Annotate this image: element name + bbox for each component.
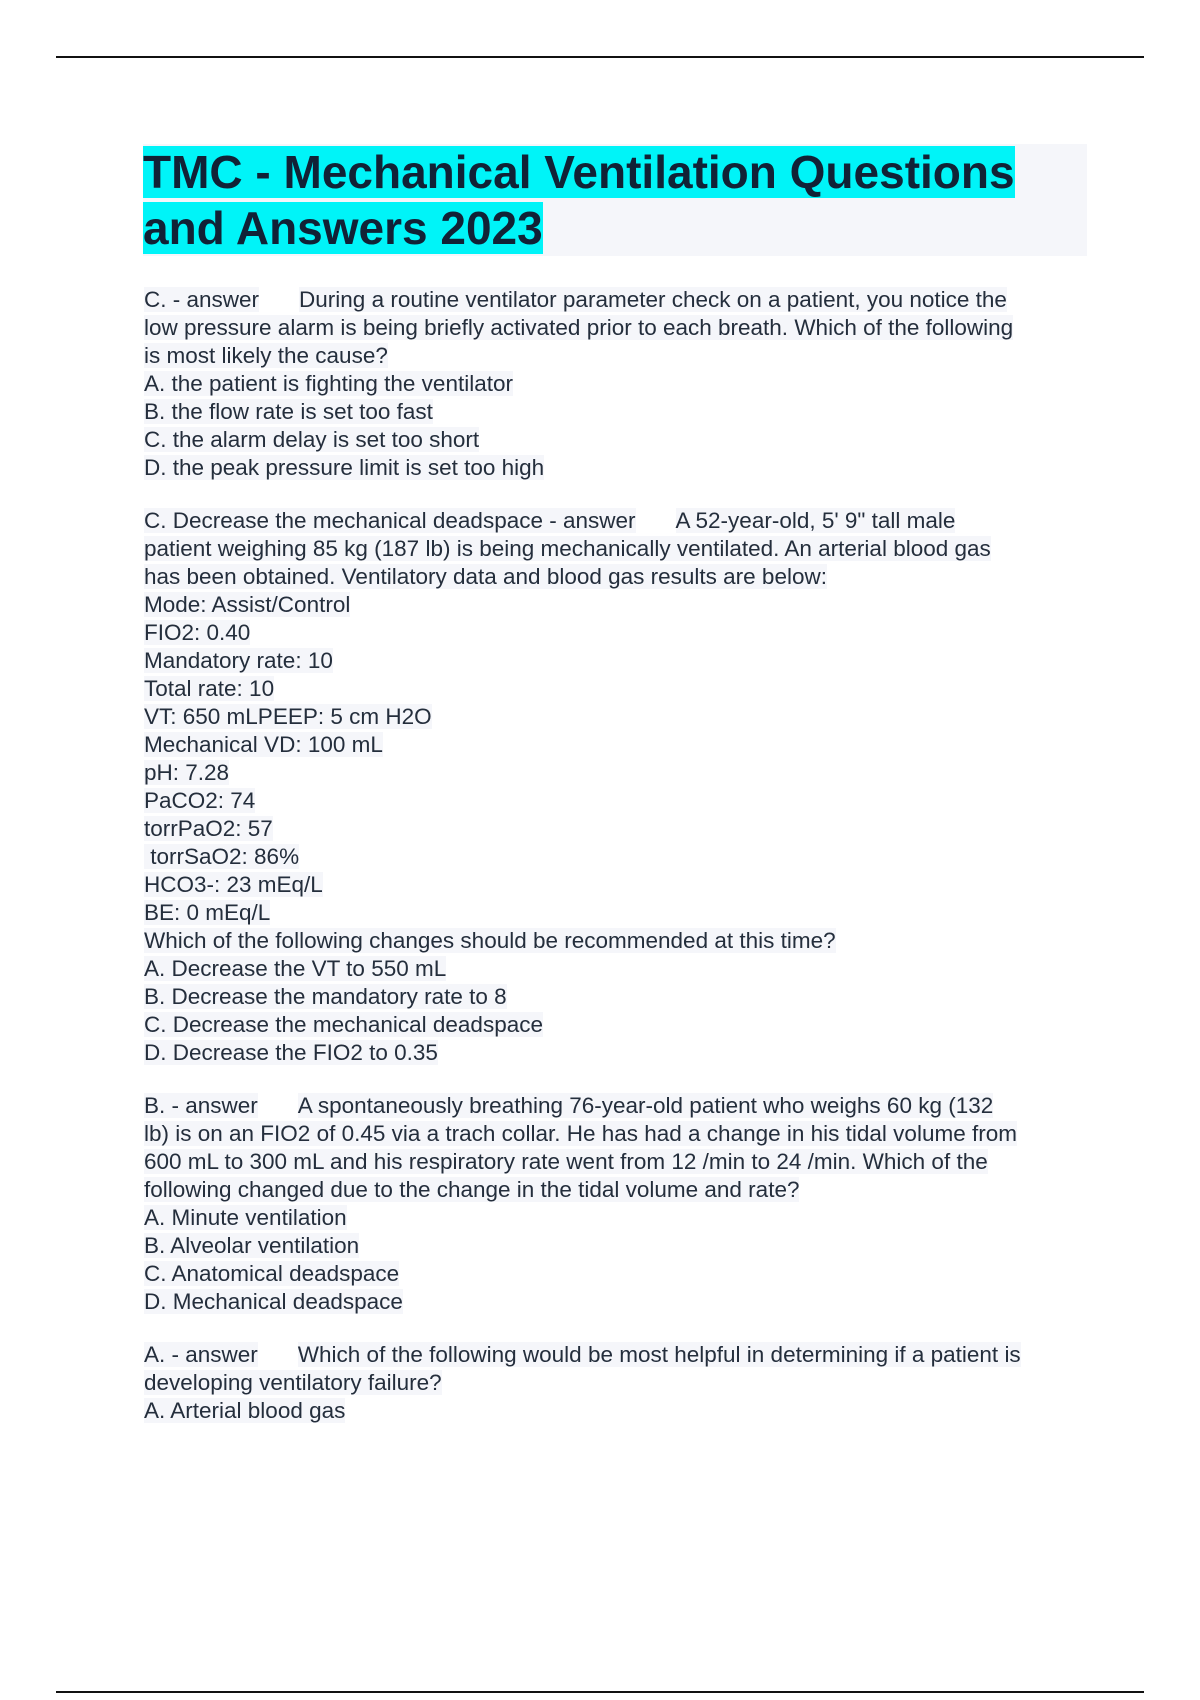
option-b: B. Alveolar ventilation: [144, 1233, 360, 1258]
vent-data-mode: Mode: Assist/Control: [144, 592, 351, 617]
option-b: B. the flow rate is set too fast: [144, 399, 433, 424]
option-a: A. Decrease the VT to 550 mL: [144, 956, 447, 981]
vent-data-total-rate: Total rate: 10: [144, 676, 275, 701]
question-line: has been obtained. Ventilatory data and blood gas results are below:: [144, 564, 827, 589]
answer-label: B. - answer: [144, 1093, 258, 1118]
question-line: lb) is on an FIO2 of 0.45 via a trach collar. He has had a change in his tidal volume from: [144, 1121, 1017, 1146]
qa-item: [144, 1341, 1088, 1425]
option-c: C. Decrease the mechanical deadspace: [144, 1012, 543, 1037]
abg-be: BE: 0 mEq/L: [144, 900, 271, 925]
question-line: following changed due to the change in the tidal volume and rate?: [144, 1177, 800, 1202]
question-line: patient weighing 85 kg (187 lb) is being mechanically ventilated. An arterial blood gas: [144, 536, 991, 561]
option-a: A. Minute ventilation: [144, 1205, 347, 1230]
question-line: low pressure alarm is being briefly activated prior to each breath. Which of the following: [144, 315, 1014, 340]
option-d: D. Decrease the FIO2 to 0.35: [144, 1040, 438, 1065]
vent-data-mandatory-rate: Mandatory rate: 10: [144, 648, 333, 673]
option-b: B. Decrease the mandatory rate to 8: [144, 984, 507, 1009]
option-d: D. the peak pressure limit is set too high: [144, 455, 545, 480]
question-line: A spontaneously breathing 76-year-old patient who weighs 60 kg (132: [297, 1093, 994, 1118]
vent-data-fio2: FIO2: 0.40: [144, 620, 251, 645]
qa-item: [144, 1092, 1088, 1316]
option-a: A. Arterial blood gas: [144, 1398, 346, 1423]
qa-item: [144, 507, 1088, 1067]
option-a: A. the patient is fighting the ventilator: [144, 371, 513, 396]
qa-content: [144, 286, 1088, 1450]
abg-pao2: torrPaO2: 57: [144, 816, 273, 841]
abg-hco3: HCO3-: 23 mEq/L: [144, 872, 323, 897]
question-line: Which of the following changes should be recommended at this time?: [144, 928, 836, 953]
question-line: is most likely the cause?: [144, 343, 388, 368]
vent-data-vt-peep: VT: 650 mLPEEP: 5 cm H2O: [144, 704, 432, 729]
title-line-2: and Answers 2023: [143, 202, 543, 254]
bottom-rule: [56, 1691, 1144, 1693]
qa-item: [144, 286, 1088, 482]
question-line: 600 mL to 300 mL and his respiratory rate went from 12 /min to 24 /min. Which of the: [144, 1149, 988, 1174]
answer-label: C. - answer: [144, 287, 260, 312]
top-rule: [56, 56, 1144, 58]
abg-ph: pH: 7.28: [144, 760, 230, 785]
vent-data-mechanical-vd: Mechanical VD: 100 mL: [144, 732, 383, 757]
option-c: C. the alarm delay is set too short: [144, 427, 480, 452]
title-block: [143, 144, 1087, 256]
answer-label: A. - answer: [144, 1342, 258, 1367]
page-title: [143, 144, 1087, 256]
question-line: During a routine ventilator parameter check on a patient, you notice the: [299, 287, 1007, 312]
answer-label: C. Decrease the mechanical deadspace - answer: [144, 508, 636, 533]
title-line-1: TMC - Mechanical Ventilation Questions: [143, 146, 1015, 198]
abg-paco2: PaCO2: 74: [144, 788, 256, 813]
question-line: Which of the following would be most helpful in determining if a patient is: [297, 1342, 1021, 1367]
abg-sao2: torrSaO2: 86%: [144, 844, 300, 869]
option-c: C. Anatomical deadspace: [144, 1261, 400, 1286]
question-line: A 52-year-old, 5' 9" tall male: [675, 508, 956, 533]
option-d: D. Mechanical deadspace: [144, 1289, 403, 1314]
question-line: developing ventilatory failure?: [144, 1370, 442, 1395]
